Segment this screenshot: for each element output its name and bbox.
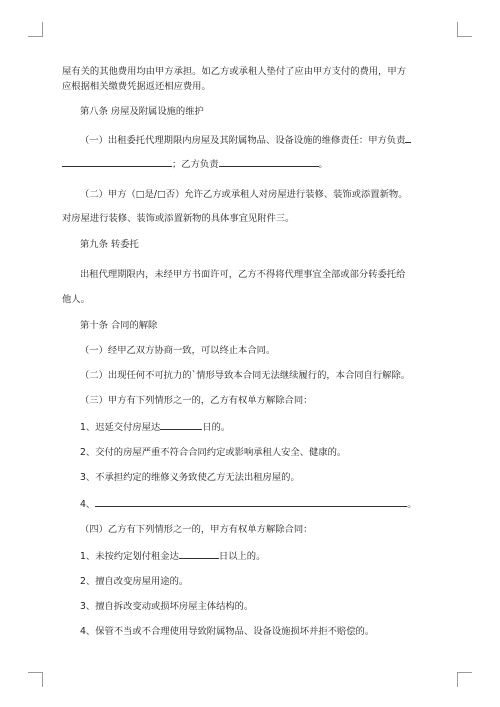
item-text: 日以上的。 (218, 551, 266, 562)
crop-mark-top-right (457, 22, 472, 37)
blank-line (179, 547, 219, 559)
crop-mark-bottom-right (457, 672, 472, 687)
blank-line (405, 131, 411, 143)
article-10-clause-3: （三）甲方有下列情形之一的，乙方有权单方解除合同： (80, 395, 313, 406)
article-9-body (62, 262, 442, 312)
item-text: 4、 (80, 499, 96, 510)
item-text: 1、迟延交付房屋达 (80, 422, 161, 433)
item-text: 。 (407, 499, 417, 510)
crop-mark-top-left (28, 22, 43, 37)
article-10-3-item-4 (62, 495, 442, 512)
item-text: 日的。 (202, 422, 231, 433)
article-8-clause-2 (62, 183, 442, 231)
clause-text: ；乙方负责 (172, 159, 219, 170)
article-10-4-item-4: 4、保管不当或不合理使用导致附属物品、设备设施损坏并拒不赔偿的。 (80, 626, 375, 637)
article-10-3-item-2: 2、交付的房屋严重不符合合同约定或影响承租人安全、健康的。 (80, 447, 347, 458)
blank-line (62, 155, 172, 167)
document-body (62, 64, 442, 649)
text-line: 应根据相关缴费凭据返还相应费用。 (62, 81, 211, 92)
text-line: （二）甲方（□是/□否）允许乙方或承租人对房屋进行装修、装饰或添置新物。 (80, 189, 408, 200)
blank-line (160, 418, 202, 430)
blank-line (95, 495, 407, 507)
paragraph-fee-return (62, 64, 442, 94)
article-10-title: 第十条 合同的解除 (80, 320, 158, 331)
article-10-4-item-2: 2、擅自改变房屋用途的。 (80, 576, 189, 587)
crop-mark-bottom-left (28, 672, 43, 687)
text-line: 屋有关的其他费用均由甲方承担。如乙方或承租人垫付了应由甲方支付的费用，甲方 (62, 66, 406, 77)
text-line: 出租代理期限内，未经甲方书面许可，乙方不得将代理事宜全部或部分转委托给 (80, 269, 406, 280)
clause-text: （一）出租委托代理期限内房屋及其附属物品、设备设施的维修责任：甲方负责 (80, 135, 406, 146)
article-9-title: 第九条 转委托 (80, 239, 139, 250)
item-text: 1、未按约定划付租金达 (80, 551, 179, 562)
article-10-4-item-3: 3、擅自拆改变动或损坏房屋主体结构的。 (80, 601, 254, 612)
article-10-3-item-3: 3、不承担约定的维修义务致使乙方无法出租房屋的。 (80, 472, 300, 483)
article-10-4-item-1 (62, 547, 442, 564)
text-line (62, 153, 442, 177)
text-line: 他人。 (62, 294, 90, 305)
blank-line (219, 155, 319, 167)
article-10-clause-4: （四）乙方有下列情形之一的，甲方有权单方解除合同： (80, 524, 313, 535)
article-10-clause-1: （一）经甲乙双方协商一致，可以终止本合同。 (80, 345, 276, 356)
article-10-3-item-1 (62, 418, 442, 435)
text-line: 对房屋进行装修、装饰或添置新物的具体事宜见附件三。 (62, 213, 295, 224)
article-8-clause-1 (62, 129, 442, 177)
article-8-title: 第八条 房屋及附属设施的维护 (80, 106, 204, 117)
clause-text: 。 (318, 159, 328, 170)
article-10-clause-2: （二）出现任何不可抗力的`情形导致本合同无法继续履行的，本合同自行解除。 (80, 370, 411, 381)
text-line (62, 129, 442, 153)
